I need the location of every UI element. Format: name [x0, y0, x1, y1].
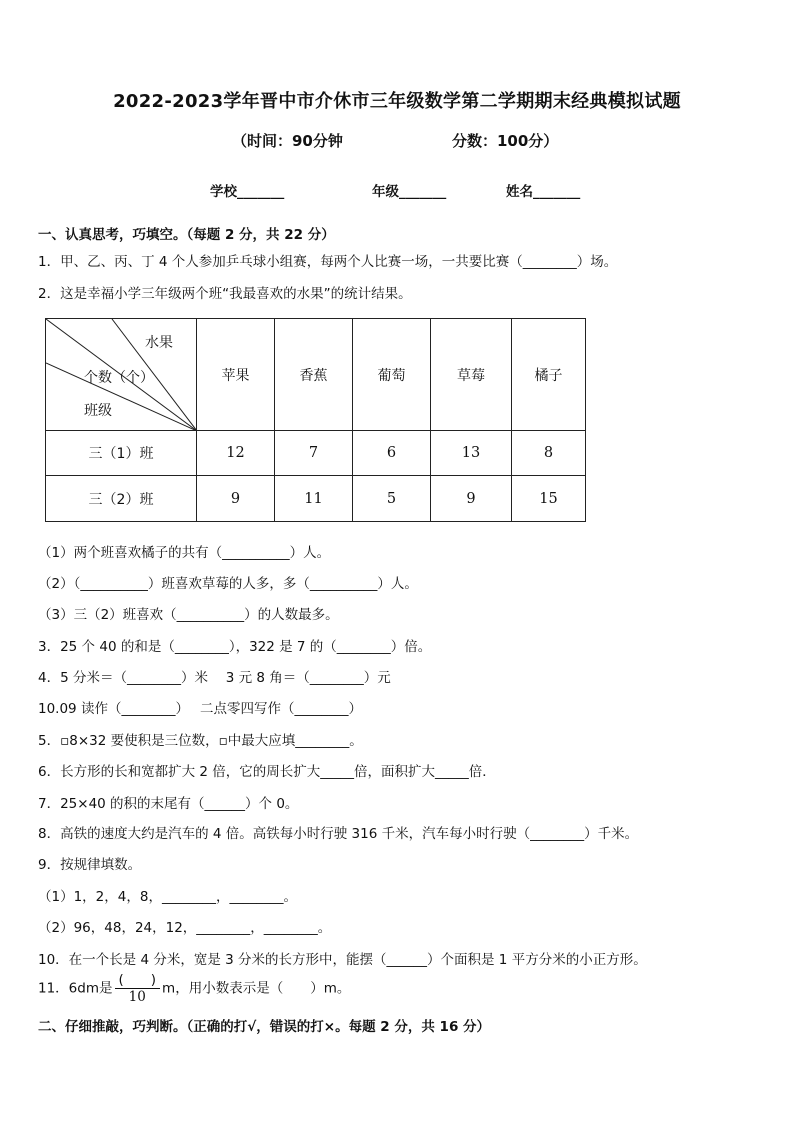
fraction-numerator: ( )	[115, 972, 161, 989]
page-title: 2022-2023学年晋中市介休市三年级数学第二学期期末经典模拟试题	[113, 91, 681, 112]
column-header: 葡萄	[353, 319, 431, 431]
school-field: 学校_______	[210, 184, 285, 200]
section-2-heading: 二、仔细推敲，巧判断。（正确的打√，错误的打×。每题 2 分，共 16 分）	[38, 1019, 491, 1035]
question-11-suffix: m，用小数表示是（ ）m。	[162, 980, 351, 997]
table-cell: 9	[197, 476, 275, 522]
question-4a: 4．5 分米＝（________）米 3 元 8 角＝（________）元	[38, 670, 391, 686]
column-header: 香蕉	[275, 319, 353, 431]
row-label: 三（1）班	[46, 431, 197, 476]
table-cell: 11	[275, 476, 353, 522]
question-3: 3．25 个 40 的和是（________），322 是 7 的（________）倍。	[38, 639, 432, 655]
column-header: 苹果	[197, 319, 275, 431]
question-9-2: （2）96，48，24，12，________，________。	[38, 920, 332, 936]
question-1: 1．甲、乙、丙、丁 4 个人参加乒乓球小组赛，每两个人比赛一场，一共要比赛（________）场。	[38, 254, 618, 270]
corner-label-class: 班级	[84, 403, 112, 419]
question-11-prefix: 11．6dm是	[38, 980, 113, 997]
table-cell: 15	[512, 476, 586, 522]
name-field: 姓名_______	[506, 184, 581, 200]
fruit-stats-table	[45, 318, 585, 521]
grade-field: 年级_______	[372, 184, 447, 200]
question-9: 9．按规律填数。	[38, 857, 142, 873]
table-cell: 9	[431, 476, 512, 522]
question-2: 2．这是幸福小学三年级两个班“我最喜欢的水果”的统计结果。	[38, 286, 412, 302]
corner-label-fruit: 水果	[145, 335, 173, 351]
question-9-1: （1）1，2，4，8，________，________。	[38, 889, 297, 905]
question-8: 8．高铁的速度大约是汽车的 4 倍。高铁每小时行驶 316 千米，汽车每小时行驶（________）千米。	[38, 826, 639, 842]
table-cell: 13	[431, 431, 512, 476]
table-cell: 8	[512, 431, 586, 476]
column-header: 橘子	[512, 319, 586, 431]
corner-label-count: 个数（个）	[84, 370, 154, 386]
question-6: 6．长方形的长和宽都扩大 2 倍，它的周长扩大_____倍，面积扩大_____倍．	[38, 764, 496, 780]
table-cell: 12	[197, 431, 275, 476]
table-corner-cell	[46, 319, 197, 431]
table-cell: 5	[353, 476, 431, 522]
question-10: 10．在一个长是 4 分米，宽是 3 分米的长方形中，能摆（______）个面积是 1 平方分米的小正方形。	[38, 952, 647, 968]
row-label: 三（2）班	[46, 476, 197, 522]
question-11	[38, 972, 350, 1005]
table-row	[46, 476, 586, 522]
exam-time: （时间：90分钟	[232, 132, 343, 150]
question-2-1: （1）两个班喜欢橘子的共有（__________）人。	[38, 545, 331, 561]
section-1-heading: 一、认真思考，巧填空。（每题 2 分，共 22 分）	[38, 227, 335, 243]
question-5: 5．▫8×32 要使积是三位数，▫中最大应填________。	[38, 733, 363, 749]
fraction-denominator: 10	[128, 989, 146, 1005]
question-4b: 10.09 读作（________） 二点零四写作（________）	[38, 701, 362, 717]
exam-score: 分数：100分）	[452, 132, 559, 150]
table-cell: 7	[275, 431, 353, 476]
fraction	[115, 972, 161, 1005]
question-2-2: （2）（__________）班喜欢草莓的人多，多（__________）人。	[38, 576, 418, 592]
question-7: 7．25×40 的积的末尾有（______）个 0。	[38, 796, 299, 812]
table-cell: 6	[353, 431, 431, 476]
column-header: 草莓	[431, 319, 512, 431]
table-row	[46, 431, 586, 476]
question-2-3: （3）三（2）班喜欢（__________）的人数最多。	[38, 607, 339, 623]
